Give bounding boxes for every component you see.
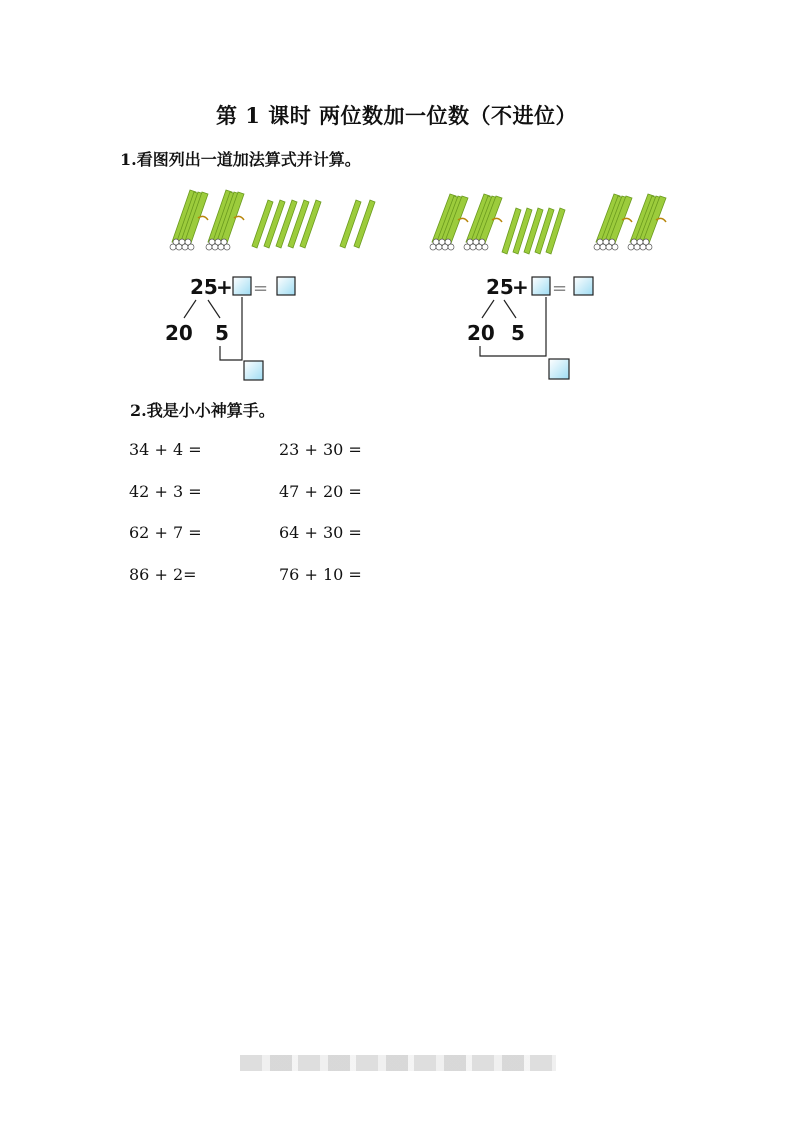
equation-start: 25 [190,275,218,299]
answer-box[interactable] [532,277,550,295]
blurred-watermark [240,1055,556,1071]
equation-start: 25 [486,275,514,299]
calc-item: 23 + 30 = [279,440,362,459]
split-tens: 20 [165,321,193,345]
split-ones: 5 [215,321,229,345]
stick-bundle [628,194,666,250]
split-ones: 5 [511,321,525,345]
page-title: 第 1 课时 两位数加一位数（不进位） [215,103,578,128]
calc-item: 34 + 4 = [129,440,202,459]
calc-item: 86 + 2= [129,565,197,584]
single-sticks [340,200,375,248]
calc-item: 62 + 7 = [129,523,202,542]
calc-item: 64 + 30 = [279,523,362,542]
answer-box[interactable] [277,277,295,295]
split-tens: 20 [467,321,495,345]
stick-bundle [464,194,502,250]
stick-bundle [594,194,632,250]
figure-1 [160,180,400,385]
plus-sign: + [512,275,529,299]
equals-sign: = [253,278,269,299]
question-1-heading: 1.看图列出一道加法算式并计算。 [120,150,361,169]
equals-sign: = [552,278,568,299]
calc-item: 47 + 20 = [279,482,362,501]
calc-item: 42 + 3 = [129,482,202,501]
split-lines [482,300,516,318]
calc-item: 76 + 10 = [279,565,362,584]
stick-bundle [170,190,208,250]
answer-box[interactable] [549,359,569,379]
question-2-heading: 2.我是小小神算手。 [130,401,275,420]
answer-box[interactable] [244,361,263,380]
figure-2 [420,180,680,385]
split-lines [184,300,220,318]
answer-box[interactable] [574,277,593,295]
answer-box[interactable] [233,277,251,295]
stick-bundle [206,190,244,250]
single-sticks [252,200,321,248]
single-sticks [502,208,565,254]
stick-bundle [430,194,468,250]
plus-sign: + [216,275,233,299]
